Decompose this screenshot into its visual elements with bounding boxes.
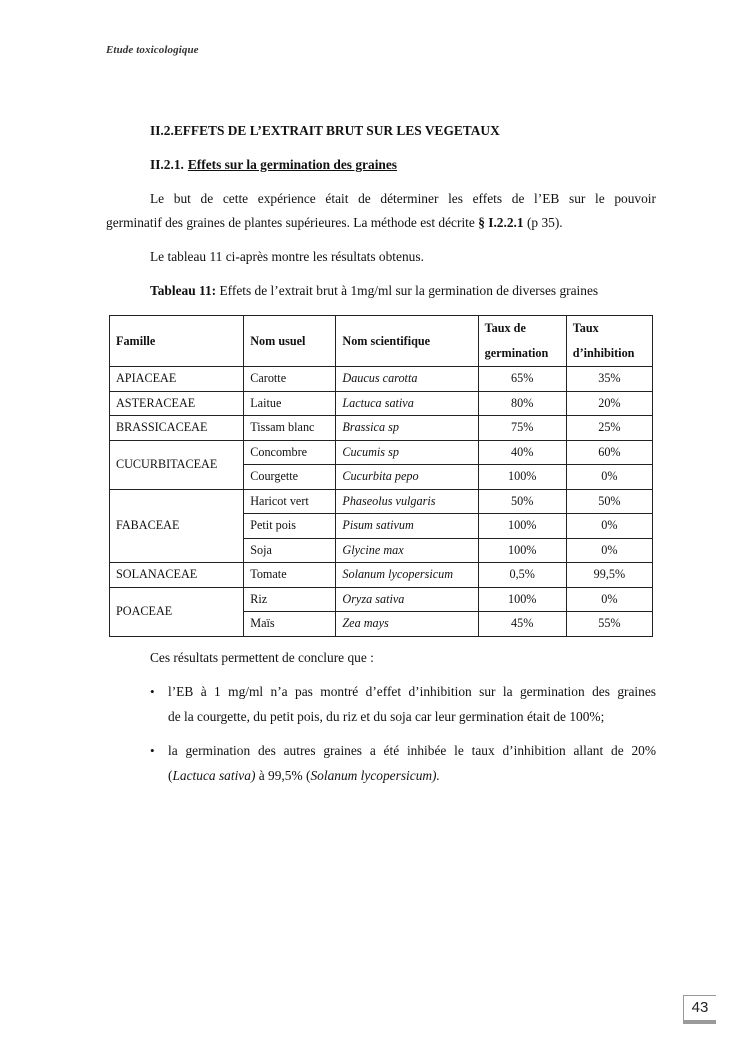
table-row bbox=[110, 391, 653, 416]
germination-cell: 100% bbox=[478, 465, 566, 490]
nom-scientifique-cell: Lactuca sativa bbox=[336, 391, 478, 416]
inhibition-cell: 35% bbox=[566, 367, 652, 392]
nom-scientifique-cell: Pisum sativum bbox=[336, 514, 478, 539]
header-taux-inhibition: Taux d’inhibition bbox=[566, 316, 652, 367]
table-row bbox=[110, 563, 653, 588]
nom-usuel-cell: Courgette bbox=[244, 465, 336, 490]
page-number: 43 bbox=[683, 995, 716, 1020]
intro-line-1: Le but de cette expérience était de déterminer les effets de l’EB sur le pouvoir bbox=[150, 191, 656, 206]
nom-scientifique-cell: Glycine max bbox=[336, 538, 478, 563]
inhibition-cell: 0% bbox=[566, 514, 652, 539]
intro-line-2-end: (p 35). bbox=[523, 215, 563, 230]
table-row bbox=[110, 367, 653, 392]
bullet-1-line-1: l’EB à 1 mg/ml n’a pas montré d’effet d’inhibition sur la germination des graines bbox=[168, 684, 656, 699]
intro-line-2 bbox=[106, 215, 656, 231]
inhibition-cell: 99,5% bbox=[566, 563, 652, 588]
header-nom-usuel: Nom usuel bbox=[244, 316, 336, 367]
species-solanum: Solanum lycopersicum). bbox=[310, 768, 440, 783]
germination-cell: 0,5% bbox=[478, 563, 566, 588]
table-caption bbox=[150, 284, 598, 297]
family-cell: CUCURBITACEAE bbox=[110, 440, 244, 489]
running-header: Etude toxicologique bbox=[106, 44, 199, 56]
nom-usuel-cell: Riz bbox=[244, 587, 336, 612]
inhibition-cell: 55% bbox=[566, 612, 652, 637]
germination-cell: 65% bbox=[478, 367, 566, 392]
nom-usuel-cell: Soja bbox=[244, 538, 336, 563]
germination-cell: 100% bbox=[478, 587, 566, 612]
table-row bbox=[110, 440, 653, 465]
germination-cell: 80% bbox=[478, 391, 566, 416]
paren-open: ( bbox=[168, 768, 173, 783]
family-cell: ASTERACEAE bbox=[110, 391, 244, 416]
table-caption-label: Tableau 11: bbox=[150, 283, 217, 298]
germination-cell: 100% bbox=[478, 538, 566, 563]
germination-cell: 40% bbox=[478, 440, 566, 465]
table-header-row bbox=[110, 316, 653, 367]
table-row bbox=[110, 416, 653, 441]
nom-usuel-cell: Tissam blanc bbox=[244, 416, 336, 441]
inhibition-cell: 0% bbox=[566, 587, 652, 612]
intro-line-2-start: germinatif des graines de plantes supérieures. La méthode est décrite bbox=[106, 215, 479, 230]
species-lactuca: Lactuca sativa) bbox=[172, 768, 256, 783]
inhibition-cell: 0% bbox=[566, 465, 652, 490]
nom-scientifique-cell: Brassica sp bbox=[336, 416, 478, 441]
table-row bbox=[110, 489, 653, 514]
nom-usuel-cell: Haricot vert bbox=[244, 489, 336, 514]
family-cell: APIACEAE bbox=[110, 367, 244, 392]
germination-table bbox=[109, 315, 653, 637]
section-title: II.2.EFFETS DE L’EXTRAIT BRUT SUR LES VEGETAUX bbox=[150, 123, 500, 138]
nom-scientifique-cell: Daucus carotta bbox=[336, 367, 478, 392]
method-reference: § I.2.2.1 bbox=[478, 215, 524, 230]
bullet-1-line-2: de la courgette, du petit pois, du riz et du soja car leur germination était de 100%; bbox=[168, 709, 605, 724]
family-cell: POACEAE bbox=[110, 587, 244, 636]
subsection-heading bbox=[150, 158, 397, 171]
bullet-icon: • bbox=[150, 684, 155, 699]
nom-scientifique-cell: Phaseolus vulgaris bbox=[336, 489, 478, 514]
nom-scientifique-cell: Cucurbita pepo bbox=[336, 465, 478, 490]
germination-cell: 50% bbox=[478, 489, 566, 514]
table-caption-text: Effets de l’extrait brut à 1mg/ml sur la germination de diverses graines bbox=[216, 283, 599, 298]
nom-usuel-cell: Petit pois bbox=[244, 514, 336, 539]
page-number-bar bbox=[683, 1020, 716, 1024]
inhibition-cell: 25% bbox=[566, 416, 652, 441]
nom-scientifique-cell: Oryza sativa bbox=[336, 587, 478, 612]
subsection-number: II.2.1. bbox=[150, 157, 184, 172]
nom-usuel-cell: Laitue bbox=[244, 391, 336, 416]
inhibition-cell: 20% bbox=[566, 391, 652, 416]
nom-usuel-cell: Carotte bbox=[244, 367, 336, 392]
nom-usuel-cell: Tomate bbox=[244, 563, 336, 588]
nom-scientifique-cell: Cucumis sp bbox=[336, 440, 478, 465]
conclusion-intro: Ces résultats permettent de conclure que : bbox=[150, 650, 374, 665]
germination-cell: 100% bbox=[478, 514, 566, 539]
inhibition-cell: 0% bbox=[566, 538, 652, 563]
family-cell: SOLANACEAE bbox=[110, 563, 244, 588]
germination-cell: 45% bbox=[478, 612, 566, 637]
inhibition-cell: 50% bbox=[566, 489, 652, 514]
table-row bbox=[110, 587, 653, 612]
bullet-2-mid: à 99,5% ( bbox=[255, 768, 311, 783]
header-nom-scientifique: Nom scientifique bbox=[336, 316, 478, 367]
table-intro: Le tableau 11 ci-après montre les résultats obtenus. bbox=[150, 249, 424, 264]
bullet-icon: • bbox=[150, 743, 155, 758]
family-cell: BRASSICACEAE bbox=[110, 416, 244, 441]
nom-usuel-cell: Maïs bbox=[244, 612, 336, 637]
nom-scientifique-cell: Zea mays bbox=[336, 612, 478, 637]
inhibition-cell: 60% bbox=[566, 440, 652, 465]
family-cell: FABACEAE bbox=[110, 489, 244, 563]
germination-cell: 75% bbox=[478, 416, 566, 441]
subsection-title: Effets sur la germination des graines bbox=[187, 157, 398, 172]
bullet-2-line-2 bbox=[168, 768, 440, 784]
nom-scientifique-cell: Solanum lycopersicum bbox=[336, 563, 478, 588]
nom-usuel-cell: Concombre bbox=[244, 440, 336, 465]
bullet-2-line-1: la germination des autres graines a été inhibée le taux d’inhibition allant de 20% bbox=[168, 743, 656, 758]
header-famille: Famille bbox=[110, 316, 244, 367]
header-taux-germination: Taux de germination bbox=[478, 316, 566, 367]
